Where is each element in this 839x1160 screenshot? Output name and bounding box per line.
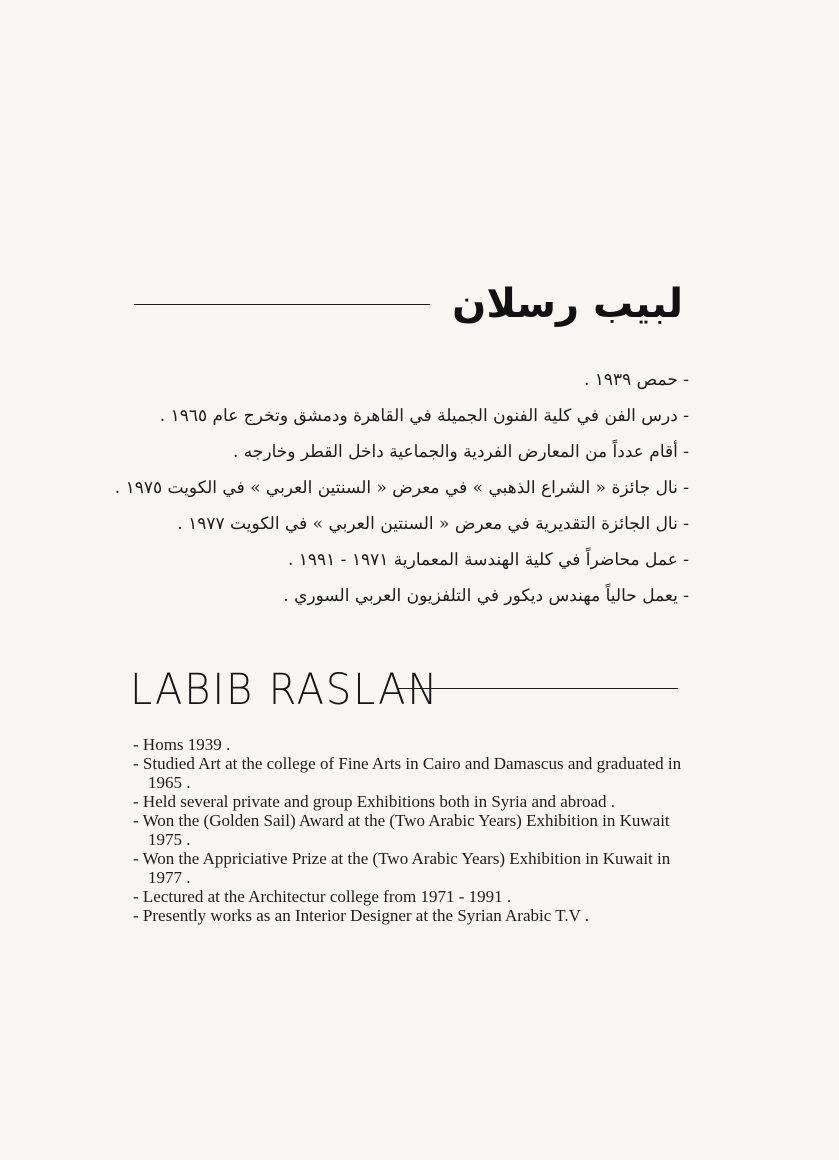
english-header-rule (398, 688, 678, 689)
english-bio-item: - Lectured at the Architectur college from 1971 - 1991 . (133, 887, 512, 906)
arabic-name-header (130, 276, 685, 332)
arabic-biography-list (114, 362, 689, 614)
english-bio-item: - Won the (Golden Sail) Award at the (Two Arabic Years) Exhibition in Kuwait 1975 . (133, 811, 670, 849)
arabic-bio-item: - أقام عدداً من المعارض الفردية والجماعية داخل القطر وخارجه . (232, 442, 689, 462)
arabic-bio-item: - نال الجائزة التقديرية في معرض « السنتين العربي » في الكويت ١٩٧٧ . (177, 514, 689, 534)
english-bio-item: - Held several private and group Exhibitions both in Syria and abroad . (133, 792, 616, 811)
arabic-bio-item: - يعمل حالياً مهندس ديكور في التلفزيون العربي السوري . (283, 586, 689, 606)
arabic-bio-item: - حمص ١٩٣٩ . (583, 370, 689, 390)
english-biography-list (133, 735, 693, 925)
english-name-header (130, 662, 685, 718)
english-artist-name: LABIB RASLAN (130, 665, 440, 715)
english-bio-item: - Homs 1939 . (133, 735, 231, 754)
arabic-header-rule (134, 304, 430, 305)
arabic-bio-item: - نال جائزة « الشراع الذهبي » في معرض « السنتين العربي » في الكويت ١٩٧٥ . (114, 478, 689, 498)
arabic-artist-name: لبيب رسلان (452, 281, 683, 327)
arabic-bio-item: - درس الفن في كلية الفنون الجميلة في القاهرة ودمشق وتخرج عام ١٩٦٥ . (159, 406, 689, 426)
arabic-bio-item: - عمل محاضراً في كلية الهندسة المعمارية ١٩٧١ - ١٩٩١ . (287, 550, 689, 570)
english-bio-item: - Studied Art at the college of Fine Arts in Cairo and Damascus and graduated in 1965 . (133, 754, 682, 792)
english-bio-item: - Presently works as an Interior Designer at the Syrian Arabic T.V . (133, 906, 590, 925)
english-bio-item: - Won the Appriciative Prize at the (Two Arabic Years) Exhibition in Kuwait in 1977 . (133, 849, 671, 887)
